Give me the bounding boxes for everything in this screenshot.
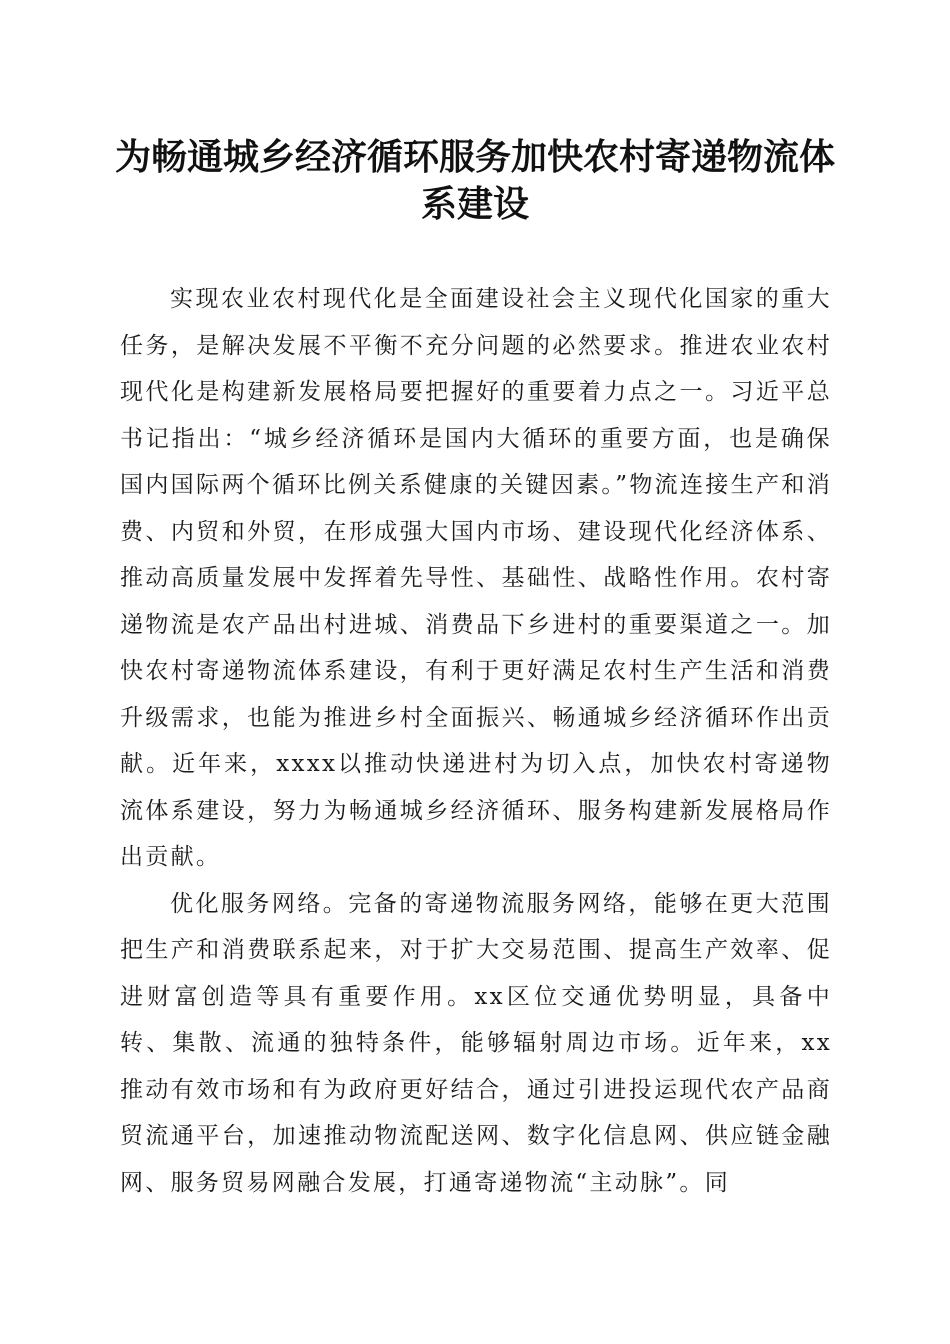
document-title: 为畅通城乡经济循环服务加快农村寄递物流体系建设: [114, 136, 835, 225]
paragraph-optimize-network: 优化服务网络。完备的寄递物流服务网络，能够在更大范围把生产和消费联系起来，对于扩大交易范围、提高生产效率、促进财富创造等具有重要作用。xx区位交通优势明显，具备中转、集散、流通的独特条件，能够辐射周边市场。近年来，xx推动有效市场和有为政府更好结合，通过引进投运现代农产品商贸流通平台，加速推动物流配送网、数字化信息网、供应链金融网、服务贸易网融合发展，打通寄递物流“主动脉”。同: [120, 890, 832, 1196]
paragraph-intro: 实现农业农村现代化是全面建设社会主义现代化国家的重大任务，是解决发展不平衡不充分问题的必然要求。推进农业农村现代化是构建新发展格局要把握好的重要着力点之一。习近平总书记指出：“城乡经济循环是国内大循环的重要方面，也是确保国内国际两个循环比例关系健康的关键因素。”物流连接生产和消费、内贸和外贸，在形成强大国内市场、建设现代化经济体系、推动高质量发展中发挥着先导性、基础性、战略性作用。农村寄递物流是农产品出村进城、消费品下乡进村的重要渠道之一。加快农村寄递物流体系建设，有利于更好满足农村生产生活和消费升级需求，也能为推进乡村全面振兴、畅通城乡经济循环作出贡献。近年来，xxxx以推动快递进村为切入点，加快农村寄递物流体系建设，努力为畅通城乡经济循环、服务构建新发展格局作出贡献。: [120, 286, 832, 870]
document-body: [120, 276, 832, 1206]
